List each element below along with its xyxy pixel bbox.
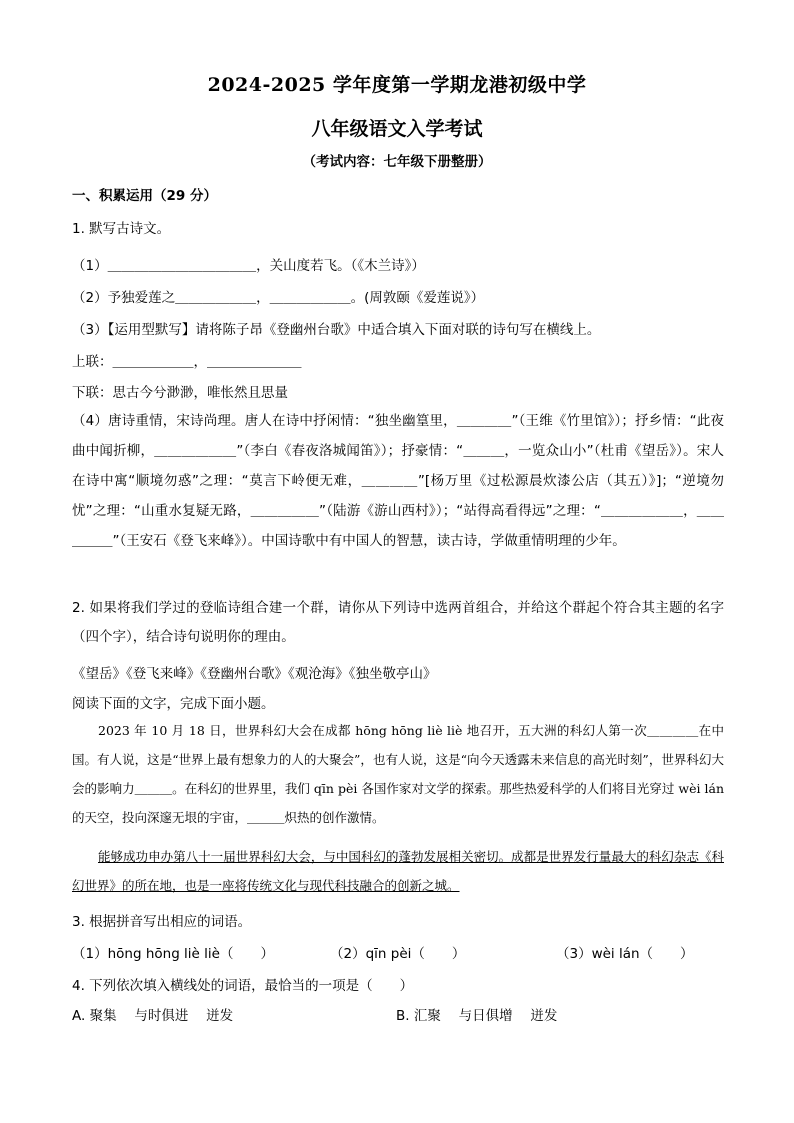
section-heading: 一、积累运用（29 分） <box>72 188 217 204</box>
question-1-item-3: （3）【运用型默写】请将陈子昂《登幽州台歌》中适合填入下面对联的诗句写在横线上。 <box>72 322 601 338</box>
question-1-item-2: （2）予独爱莲之＿＿＿＿＿＿，＿＿＿＿＿＿。(周敦颐《爱莲说》） <box>72 290 485 306</box>
reading-paragraph-2-text: 能够成功申办第八十一届世界科幻大会，与中国科幻的蓬勃发展相关密切。成都是世界发行量最大的科幻杂志《科幻世界》的所在地，也是一座将传统文化与现代科技融合的创新之城。 <box>72 849 724 893</box>
couplet-upper: 上联：＿＿＿＿＿＿，＿＿＿＿＿＿＿ <box>72 354 302 370</box>
reading-paragraph-2 <box>72 842 724 900</box>
pinyin-item-1: （1）hōng hōng liè liè（ ） <box>72 946 274 962</box>
question-2-stem: 2. 如果将我们学过的登临诗组合建一个群，请你从下列诗中选两首组合，并给这个群起个符合其主题的名字（四个字），结合诗句说明你的理由。 <box>72 600 724 645</box>
exam-title: 2024-2025 学年度第一学期龙港初级中学 <box>207 74 587 96</box>
question-1-stem: 1. 默写古诗文。 <box>72 221 171 237</box>
question-3-stem: 3. 根据拼音写出相应的词语。 <box>72 914 252 930</box>
question-1-item-1: （1）＿＿＿＿＿＿＿＿＿＿＿，关山度若飞。（《木兰诗》） <box>72 258 425 274</box>
pinyin-item-2: （2）qīn pèi（ ） <box>330 946 466 962</box>
exam-scope-note: （考试内容：七年级下册整册） <box>302 154 492 170</box>
pinyin-item-3: （3）wèi lán（ ） <box>556 946 694 962</box>
reading-intro: 阅读下面的文字，完成下面小题。 <box>72 696 275 712</box>
question-3-items <box>72 942 722 962</box>
exam-subtitle: 八年级语文入学考试 <box>311 118 483 140</box>
question-1-item-4: （4）唐诗重情，宋诗尚理。唐人在诗中抒闲情：“独坐幽篁里，＿＿＿＿”（王维《竹里馆》）；抒乡情：“此夜曲中闻折柳，＿＿＿＿＿＿”（李白《春夜洛城闻笛》）；抒豪情：“＿＿＿，一览众山小”（杜甫《望岳》）。宋人在诗中寓“顺境勿惑”之理：“莫言下岭便无难，＿＿＿＿”[杨万里《过松源晨炊漆公店（其五）》]；“逆境勿忧”之理：“山重水复疑无路，＿＿＿＿＿”（陆游《游山西村》）；“站得高看得远”之理：“＿＿＿＿＿＿，＿＿＿＿＿”（王安石《登飞来峰》）。中国诗歌中有中国人的智慧，读古诗，学做重情明理的少年。 <box>72 413 724 549</box>
couplet-lower: 下联：思古今兮渺渺，唯怅然且思量 <box>72 385 288 401</box>
question-4-options <box>72 1004 722 1024</box>
reading-paragraph-1: 2023 年 10 月 18 日，世界科幻大会在成都 hōng hōng liè liè 地召开，五大洲的科幻人第一次＿＿＿＿在中国。有人说，这是“世界上最有想象力的人的大聚会”，也有人说，这是“向今天透露未来信息的高光时刻”，世界科幻大会的影响力＿＿＿。在科幻的世界里，我们 qīn pèi 各国作家对文学的探索。那些热爱科学的人们将目光穿过 wèi lán 的天空，投向深邃无垠的宇宙，＿＿＿炽热的创作激情。 <box>72 723 724 825</box>
option-b: B. 汇聚 与日俱增 迸发 <box>396 1008 558 1024</box>
option-a: A. 聚集 与时俱进 迸发 <box>72 1008 234 1024</box>
poem-list: 《望岳》《登飞来峰》《登幽州台歌》《观沧海》《独坐敬亭山》 <box>72 666 437 682</box>
question-4-stem: 4. 下列依次填入横线处的词语，最恰当的一项是（ ） <box>72 978 414 994</box>
